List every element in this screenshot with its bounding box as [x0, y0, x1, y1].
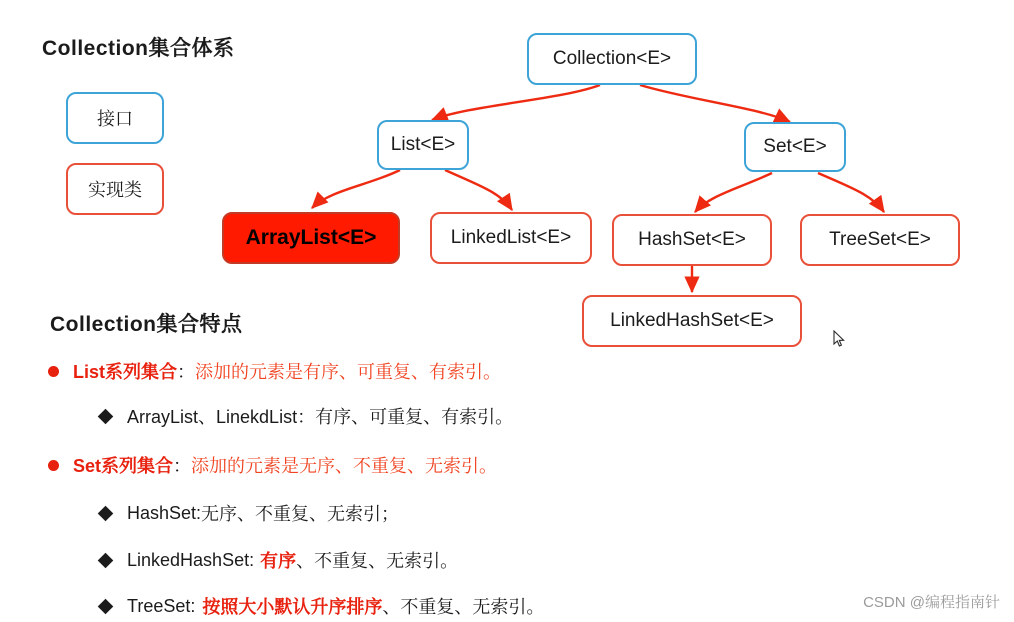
feature-treeset-row: [100, 593, 544, 619]
node-label: LinkedList<E>: [450, 227, 572, 248]
bullet-dot-icon: [48, 366, 59, 377]
features-title: Collection集合特点: [50, 313, 243, 336]
bullet-diamond-icon: [98, 505, 114, 521]
bullet-diamond-icon: [98, 552, 114, 568]
node-label: Set<E>: [763, 136, 827, 157]
feature-linkedhashset-row: [100, 547, 458, 573]
legend-interface-label: 接口: [97, 109, 133, 129]
node-set[interactable]: [744, 122, 846, 172]
feature-set-desc: 添加的元素是无序、不重复、无索引。: [191, 456, 498, 476]
node-label: HashSet<E>: [638, 229, 746, 250]
node-label: ArrayList<E>: [245, 226, 377, 249]
node-arraylist[interactable]: [222, 212, 400, 264]
node-linkedhashset[interactable]: [582, 295, 802, 347]
legend-interface-box: [66, 92, 164, 144]
bullet-diamond-icon: [98, 598, 114, 614]
feature-list-sub-row: [100, 403, 513, 429]
bullet-dot-icon: [48, 460, 59, 471]
node-list[interactable]: [377, 120, 469, 170]
feature-hashset-name: HashSet:: [127, 502, 202, 523]
node-label: LinkedHashSet<E>: [610, 310, 774, 331]
feature-list-desc: 添加的元素是有序、可重复、有索引。: [195, 362, 502, 382]
feature-set-separator: ：: [173, 456, 192, 476]
feature-list-sub-desc: 有序、可重复、有索引。: [315, 407, 514, 427]
feature-list-sub-name: ArrayList、LinekdList: [127, 407, 298, 427]
bullet-diamond-icon: [98, 408, 114, 424]
legend-implementation-label: 实现类: [88, 180, 142, 200]
page-title: Collection集合体系: [42, 37, 235, 60]
feature-list-separator: ：: [177, 362, 196, 382]
feature-list-name: List系列集合: [73, 362, 178, 382]
feature-list-row: [48, 358, 501, 384]
mouse-cursor-icon: [833, 330, 845, 348]
feature-linkedhashset-name: LinkedHashSet:: [127, 549, 255, 570]
feature-treeset-highlight: 按照大小默认升序排序: [202, 597, 383, 617]
node-linkedlist[interactable]: [430, 212, 592, 264]
node-label: TreeSet<E>: [829, 229, 931, 250]
node-hashset[interactable]: [612, 214, 772, 266]
feature-list-sub-separator: ：: [297, 407, 316, 427]
feature-set-name: Set系列集合: [73, 456, 174, 476]
feature-hashset-row: [100, 500, 399, 526]
watermark: CSDN @编程指南针: [863, 594, 1000, 611]
feature-set-row: [48, 452, 497, 478]
node-label: Collection<E>: [552, 48, 672, 69]
legend-implementation-box: [66, 163, 164, 215]
node-label: List<E>: [390, 134, 456, 155]
node-treeset[interactable]: [800, 214, 960, 266]
feature-linkedhashset-desc: 、不重复、无索引。: [296, 551, 459, 571]
feature-treeset-desc: 、不重复、无索引。: [382, 597, 545, 617]
feature-hashset-desc: 无序、不重复、无索引；: [201, 504, 400, 524]
feature-treeset-name: TreeSet:: [127, 595, 196, 616]
feature-linkedhashset-highlight: 有序: [260, 551, 297, 571]
node-collection[interactable]: [527, 33, 697, 85]
